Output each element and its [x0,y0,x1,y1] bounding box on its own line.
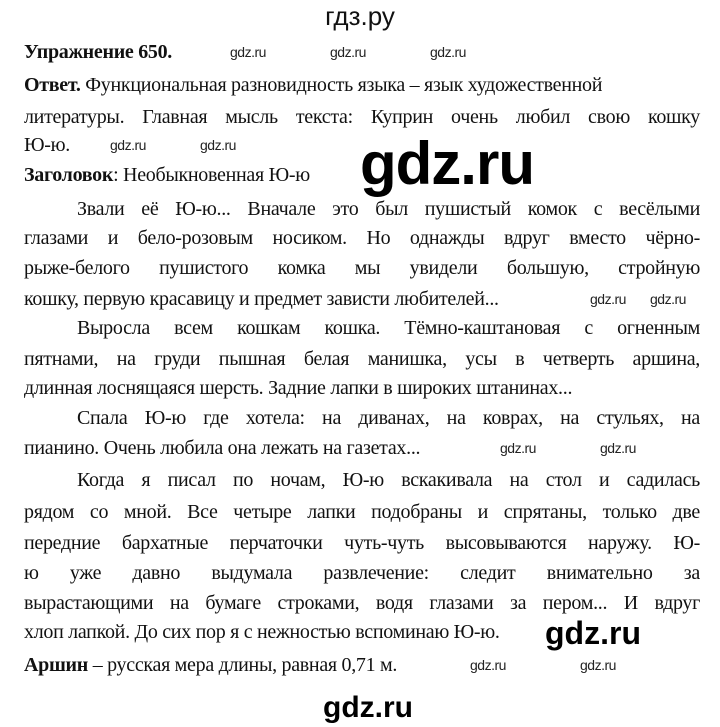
text-line [24,653,397,677]
arshin-label: Аршин [24,654,88,676]
answer-label: Ответ. [24,74,81,96]
watermark: gdz.ru [650,291,686,307]
text-line: вырастающими на бумаге строками, водя глазами за пером... И вдруг [24,592,700,614]
watermark: gdz.ru [580,657,616,673]
watermark: gdz.ru [500,440,536,456]
text-line: ю уже давно выдумала развлечение: следит внимательно за [24,562,700,584]
text-span: : Необыкновенная Ю-ю [113,164,310,186]
text-line: Спала Ю-ю где хотела: на диванах, на коврах, на стульях, на [77,407,700,429]
watermark: gdz.ru [330,44,366,60]
text-span: Функциональная разновидность языка – язык художественной [80,74,603,96]
watermark-medium: gdz.ru [545,615,641,651]
text-line: Когда я писал по ночам, Ю-ю вскакивала на стол и садилась [77,469,700,491]
text-line: передние бархатные перчаточки чуть-чуть высовываются наружу. Ю- [24,532,700,554]
exercise-heading: Упражнение 650. [24,41,173,63]
text-line: рядом со мной. Все четыре лапки подобраны и спрятаны, только две [24,501,700,523]
site-title: гдз.ру [325,1,395,31]
text-line: длинная лоснящаяся шерсть. Задние лапки в широких штанинах... [24,377,573,399]
watermark: gdz.ru [590,291,626,307]
text-line: литературы. Главная мысль текста: Куприн очень любил свою кошку [24,106,700,128]
text-span: – русская мера длины, равная 0,71 м. [88,654,398,676]
text-line: кошку, первую красавицу и предмет зависти любителей... [24,288,499,310]
text-line: пятнами, на груди пышная белая манишка, усы в четверть аршина, [24,348,700,370]
title-label: Заголовок [24,164,114,186]
watermark: gdz.ru [430,44,466,60]
watermark: gdz.ru [110,137,146,153]
watermark: gdz.ru [230,44,266,60]
watermark-large: gdz.ru [360,130,534,197]
watermark-footer: gdz.ru [323,691,413,724]
text-line: Выросла всем кошкам кошка. Тёмно-каштановая с огненным [77,317,700,339]
text-line: Ю-ю. [24,134,70,156]
text-line: хлоп лапкой. До сих пор я с нежностью вспоминаю Ю-ю. [24,621,500,643]
text-line: пианино. Очень любила она лежать на газетах... [24,437,421,459]
text-line [24,73,602,97]
watermark: gdz.ru [470,657,506,673]
text-line [24,163,310,187]
text-line: Звали её Ю-ю... Вначале это был пушистый комок с весёлыми [77,198,700,220]
text-line: рыже-белого пушистого комка мы увидели большую, стройную [24,257,700,279]
watermark: gdz.ru [600,440,636,456]
text-line: глазами и бело-розовым носиком. Но однажды вдруг вместо чёрно- [24,227,700,249]
watermark: gdz.ru [200,137,236,153]
